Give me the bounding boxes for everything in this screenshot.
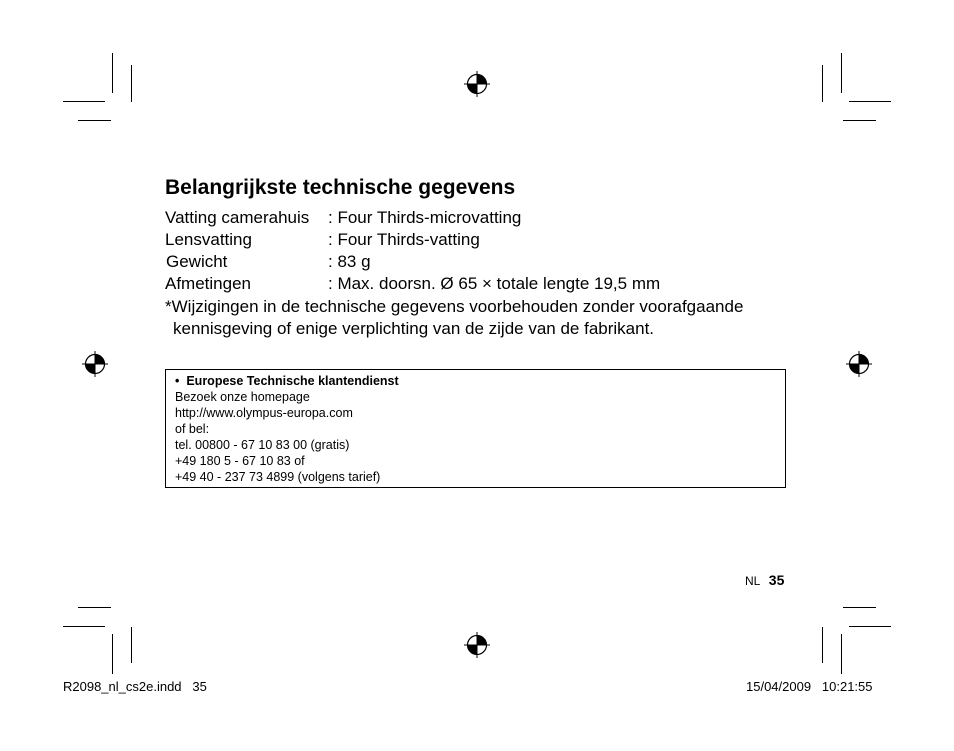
crop-mark: [131, 627, 132, 663]
crop-mark: [849, 101, 891, 102]
service-box-title: [175, 373, 399, 389]
spec-value: : 83 g: [328, 252, 371, 271]
service-phone: +49 40 - 237 73 4899 (volgens tarief): [175, 470, 381, 484]
spec-value: : Four Thirds-vatting: [328, 230, 480, 249]
crop-mark: [849, 626, 891, 627]
language-code: NL: [745, 574, 761, 588]
crop-mark: [843, 120, 876, 121]
spec-label: Gewicht: [166, 252, 228, 271]
registration-mark-icon: [464, 632, 490, 658]
page-number: 35: [768, 572, 785, 588]
service-line: Bezoek onze homepage: [175, 390, 310, 404]
spec-label: Afmetingen: [165, 274, 251, 293]
crop-mark: [112, 53, 113, 93]
crop-mark: [843, 607, 876, 608]
disclaimer-line: *Wijzigingen in de technische gegevens voorbehouden zonder voorafgaande: [165, 297, 744, 316]
spec-label: Lensvatting: [165, 230, 252, 249]
page-title: Belangrijkste technische gegevens: [165, 176, 516, 199]
bullet: •: [175, 374, 180, 388]
crop-mark: [63, 101, 105, 102]
crop-mark: [63, 626, 105, 627]
spec-value: : Four Thirds-microvatting: [328, 208, 522, 227]
service-url[interactable]: http://www.olympus-europa.com: [175, 406, 353, 420]
crop-mark: [112, 634, 113, 674]
service-info-box: [165, 369, 786, 488]
disclaimer-line: kennisgeving of enige verplichting van de zijde van de fabrikant.: [173, 319, 655, 338]
crop-mark: [78, 607, 111, 608]
registration-mark-icon: [846, 351, 872, 377]
spec-value: : Max. doorsn. Ø 65 × totale lengte 19,5 mm: [328, 274, 661, 293]
crop-mark: [822, 65, 823, 102]
crop-mark: [841, 53, 842, 93]
crop-mark: [78, 120, 111, 121]
service-phone: tel. 00800 - 67 10 83 00 (gratis): [175, 438, 350, 452]
service-line: of bel:: [175, 422, 210, 436]
crop-mark: [822, 627, 823, 663]
service-title: Europese Technische klantendienst: [186, 374, 399, 388]
footer-filename: R2098_nl_cs2e.indd 35: [63, 679, 207, 694]
spec-label: Vatting camerahuis: [165, 208, 310, 227]
service-phone: +49 180 5 - 67 10 83 of: [175, 454, 305, 468]
crop-mark: [841, 634, 842, 674]
crop-mark: [131, 65, 132, 102]
page-number-block: [745, 572, 784, 590]
registration-mark-icon: [82, 351, 108, 377]
registration-mark-icon: [464, 71, 490, 97]
footer-timestamp: 15/04/2009 10:21:55: [746, 679, 873, 694]
